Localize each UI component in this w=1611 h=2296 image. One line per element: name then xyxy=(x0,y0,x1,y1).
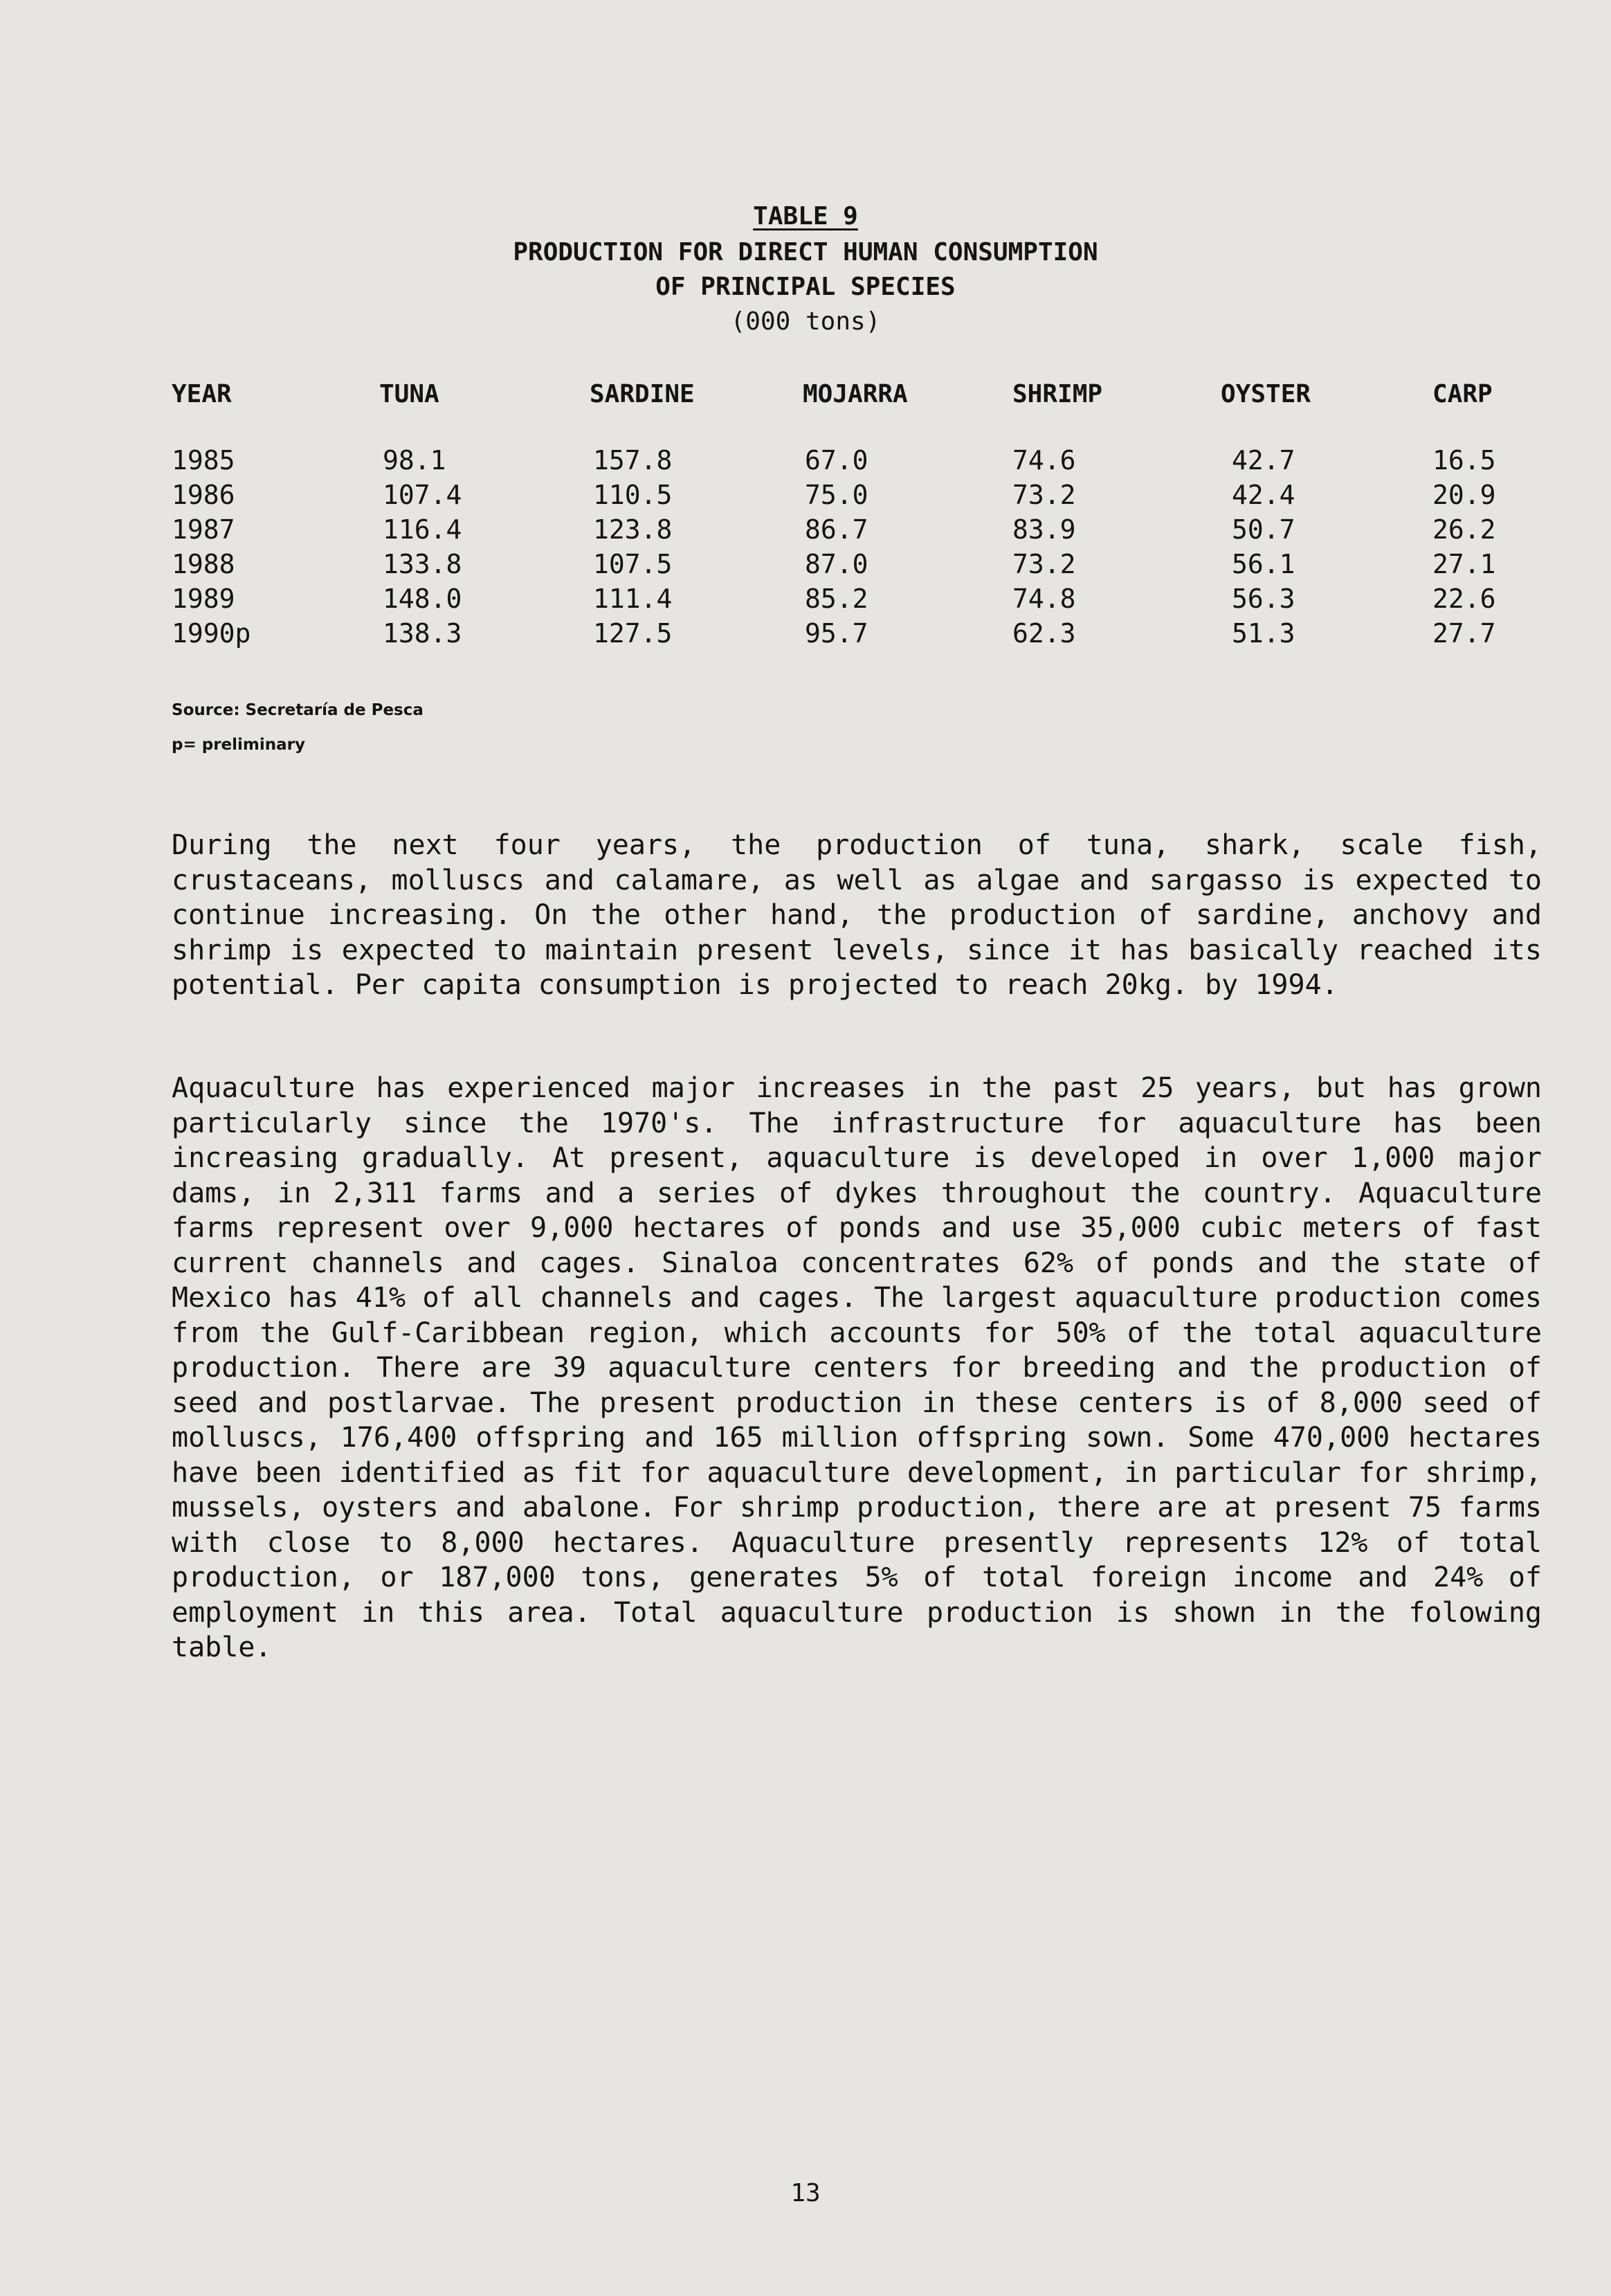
table-header-sardine: SARDINE xyxy=(590,380,695,408)
table-cell: 110.5 xyxy=(593,480,673,510)
table-cell: 157.8 xyxy=(593,445,673,476)
table-cell: 138.3 xyxy=(383,618,462,649)
table-cell: 74.6 xyxy=(1012,445,1076,476)
table-units: (000 tons) xyxy=(730,307,881,336)
table-cell: 107.5 xyxy=(593,549,673,579)
table-title-line2: OF PRINCIPAL SPECIES xyxy=(655,273,956,301)
table-cell: 1987 xyxy=(172,514,235,545)
table-header-carp: CARP xyxy=(1432,380,1493,408)
table-cell: 56.1 xyxy=(1232,549,1295,579)
table-cell: 51.3 xyxy=(1232,618,1295,649)
table-header-year: YEAR xyxy=(172,380,232,408)
table-cell: 56.3 xyxy=(1232,584,1295,614)
table-cell: 27.1 xyxy=(1432,549,1496,579)
table-cell: 1985 xyxy=(172,445,235,476)
table-cell: 42.4 xyxy=(1232,480,1295,510)
table-cell: 20.9 xyxy=(1432,480,1496,510)
table-source-note: Source: Secretaría de Pesca xyxy=(172,701,424,719)
table-cell: 74.8 xyxy=(1012,584,1076,614)
paragraph-production-outlook: During the next four years, the production of tuna, shark, scale fish, crustaceans, molluscs and calamare, as well as algae and sargasso is expected to continue increasing. On the other hand, the production of sardine, anchovy and shrimp is expected to maintain present levels, since it has basically reached its potential. Per capita consumption is projected to reach 20kg. by 1994. xyxy=(172,829,1542,1001)
table-cell: 1990p xyxy=(172,618,251,649)
paragraph-aquaculture: Aquaculture has experienced major increases in the past 25 years, but has grown particularly since the 1970's. The infrastructure for aquaculture has been increasing gradually. At present, aquaculture is developed in over 1,000 major dams, in 2,311 farms and a series of dykes throughout the country. Aquaculture farms represent over 9,000 hectares of ponds and use 35,000 cubic meters of fast current channels and cages. Sinaloa concentrates 62% of ponds and the state of Mexico has 41% of all channels and cages. The largest aquaculture production comes from the Gulf-Caribbean region, which accounts for 50% of the total aquaculture production. There are 39 aquaculture centers for breeding and the production of seed and postlarvae. The present production in these centers is of 8,000 seed of molluscs, 176,400 offspring and 165 million offspring sown. Some 470,000 hectares have been identified as fit for aquaculture development, in particular for shrimp, mussels, oysters and abalone. For shrimp production, there are at present 75 farms with close to 8,000 hectares. Aquaculture presently represents 12% of total production, or 187,000 tons, generates 5% of total foreign income and 24% of employment in this area. Total aquaculture production is shown in the folowing table. xyxy=(172,1072,1542,1663)
table-cell: 86.7 xyxy=(805,514,868,545)
table-cell: 73.2 xyxy=(1012,480,1076,510)
table-cell: 73.2 xyxy=(1012,549,1076,579)
table-header-shrimp: SHRIMP xyxy=(1012,380,1103,408)
table-cell: 50.7 xyxy=(1232,514,1295,545)
table-cell: 22.6 xyxy=(1432,584,1496,614)
table-cell: 26.2 xyxy=(1432,514,1496,545)
table-cell: 95.7 xyxy=(805,618,868,649)
page-number: 13 xyxy=(790,2179,821,2207)
table-cell: 85.2 xyxy=(805,584,868,614)
table-cell: 111.4 xyxy=(593,584,673,614)
table-preliminary-note: p= preliminary xyxy=(172,736,305,754)
table-number: TABLE 9 xyxy=(753,202,858,230)
table-cell: 1986 xyxy=(172,480,235,510)
table-cell: 123.8 xyxy=(593,514,673,545)
table-header-mojarra: MOJARRA xyxy=(803,380,908,408)
table-cell: 67.0 xyxy=(805,445,868,476)
table-cell: 1988 xyxy=(172,549,235,579)
table-cell: 42.7 xyxy=(1232,445,1295,476)
table-cell: 87.0 xyxy=(805,549,868,579)
table-cell: 127.5 xyxy=(593,618,673,649)
table-cell: 83.9 xyxy=(1012,514,1076,545)
table-cell: 133.8 xyxy=(383,549,462,579)
table-cell: 27.7 xyxy=(1432,618,1496,649)
table-cell: 148.0 xyxy=(383,584,462,614)
table-header-oyster: OYSTER xyxy=(1221,380,1311,408)
table-header-tuna: TUNA xyxy=(379,380,439,408)
table-cell: 62.3 xyxy=(1012,618,1076,649)
table-title-line1: PRODUCTION FOR DIRECT HUMAN CONSUMPTION xyxy=(513,238,1098,266)
table-cell: 116.4 xyxy=(383,514,462,545)
table-cell: 16.5 xyxy=(1432,445,1496,476)
table-cell: 98.1 xyxy=(383,445,446,476)
table-cell: 1989 xyxy=(172,584,235,614)
table-cell: 107.4 xyxy=(383,480,462,510)
table-cell: 75.0 xyxy=(805,480,868,510)
